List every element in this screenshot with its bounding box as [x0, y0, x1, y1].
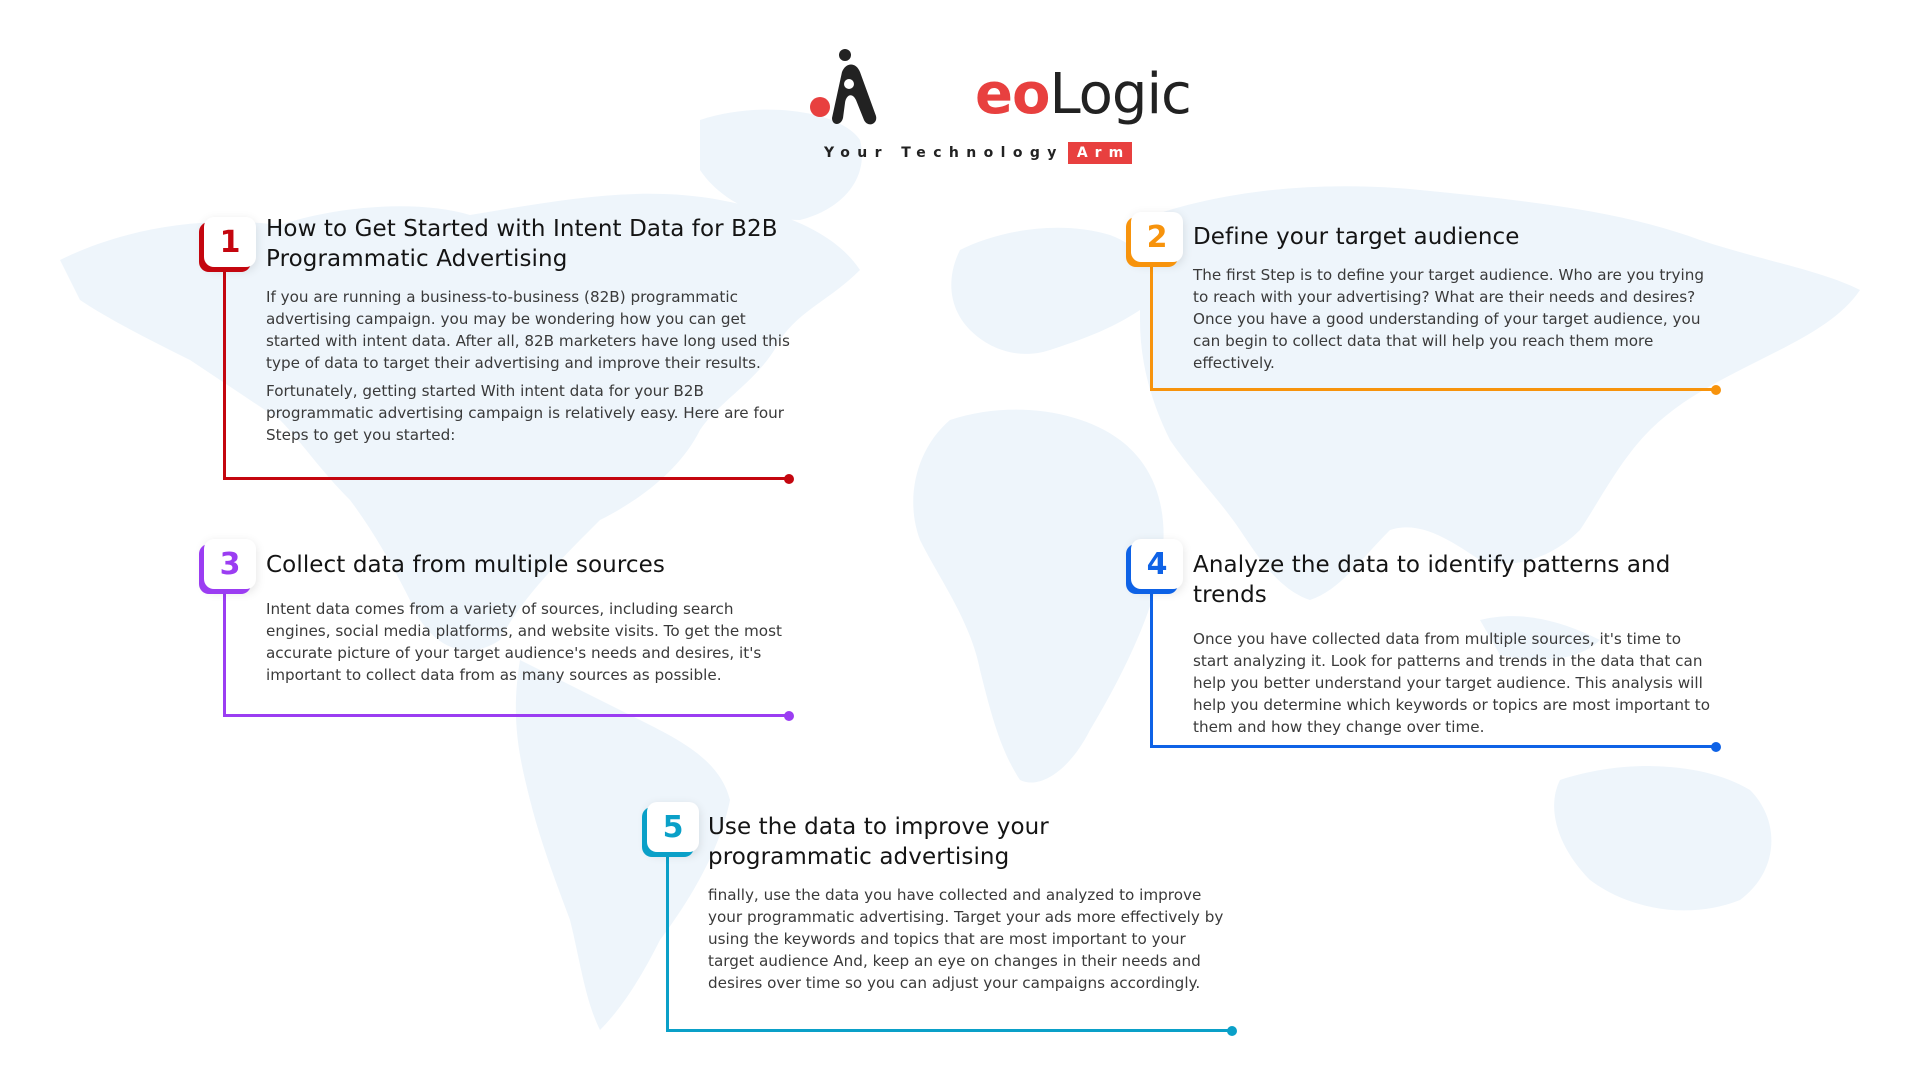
tagline-text: Your Technology — [824, 145, 1064, 161]
step-3-paragraph-1: Intent data comes from a variety of sources, including search engines, social media platforms, and website visits. To get the most accurate picture of your target audience's needs and desires, it's important to collect data from as many sources as possible. — [266, 600, 782, 684]
step-1-connector-vertical — [223, 262, 226, 480]
step-2-title: Define your target audience — [1193, 224, 1520, 250]
step-4-title: Analyze the data to identify patterns and trends — [1193, 552, 1671, 608]
logo-eo-text: eo — [975, 62, 1050, 127]
step-5-body — [708, 884, 1233, 1000]
step-5-connector-vertical — [666, 848, 669, 1032]
step-2-paragraph-1: The first Step is to define your target audience. Who are you trying to reach with your advertising? What are their needs and desires? Once you have a good understanding of your target audience, you can begin to collect data that will help you reach them more effectively. — [1193, 266, 1705, 372]
step-4-connector-vertical — [1150, 585, 1153, 748]
step-3-number-badge: 3 — [204, 539, 256, 589]
step-5-paragraph-1: finally, use the data you have collected and analyzed to improve your programmatic advertising. Target your ads more effectively by using the keywords and topics that are most important to your target audience And, keep an eye on changes in their needs and desires over time so you can adjust your campaigns accordingly. — [708, 886, 1224, 992]
step-2-body — [1193, 264, 1718, 380]
step-5-end-dot-icon — [1227, 1026, 1237, 1036]
step-3-title: Collect data from multiple sources — [266, 552, 665, 578]
step-5-number-badge: 5 — [647, 802, 699, 852]
step-2-connector-vertical — [1150, 255, 1153, 391]
step-1-paragraph-1: If you are running a business-to-business (82B) programmatic advertising campaign. you may be wondering how you can get started with intent data. After all, 82B marketers have long used this type of data to target their advertising and improve their results. — [266, 288, 790, 372]
step-1-body — [266, 286, 791, 452]
step-2-end-dot-icon — [1711, 385, 1721, 395]
step-3-body — [266, 598, 791, 692]
step-4-paragraph-1: Once you have collected data from multiple sources, it's time to start analyzing it. Look for patterns and trends in the data that can help you better understand your target audience. This analysis will help you determine which keywords or topics are most important to them and how they change over time. — [1193, 630, 1711, 736]
step-1-end-dot-icon — [784, 474, 794, 484]
step-3-connector-horizontal — [223, 714, 789, 717]
logo-tagline — [824, 141, 1132, 165]
step-2-connector-horizontal — [1150, 388, 1716, 391]
step-1-connector-horizontal — [223, 477, 789, 480]
step-4-number-badge: 4 — [1131, 539, 1183, 589]
step-2-number-badge: 2 — [1131, 212, 1183, 262]
step-3-connector-vertical — [223, 585, 226, 717]
step-5-title: Use the data to improve your programmatic advertising — [708, 814, 1049, 870]
step-5-connector-horizontal — [666, 1029, 1232, 1032]
step-1-title: How to Get Started with Intent Data for B2B Programmatic Advertising — [266, 216, 778, 272]
step-4-connector-horizontal — [1150, 745, 1716, 748]
step-3-end-dot-icon — [784, 711, 794, 721]
tagline-highlight: Arm — [1068, 142, 1132, 164]
logo-logic-text: Logic — [1049, 62, 1191, 127]
logo-wordmark — [975, 60, 1191, 130]
step-1-number-badge: 1 — [204, 217, 256, 267]
step-4-body — [1193, 628, 1718, 744]
step-1-paragraph-2: Fortunately, getting started With intent data for your B2B programmatic advertising campaign is relatively easy. Here are four Steps to get you started: — [266, 382, 784, 444]
